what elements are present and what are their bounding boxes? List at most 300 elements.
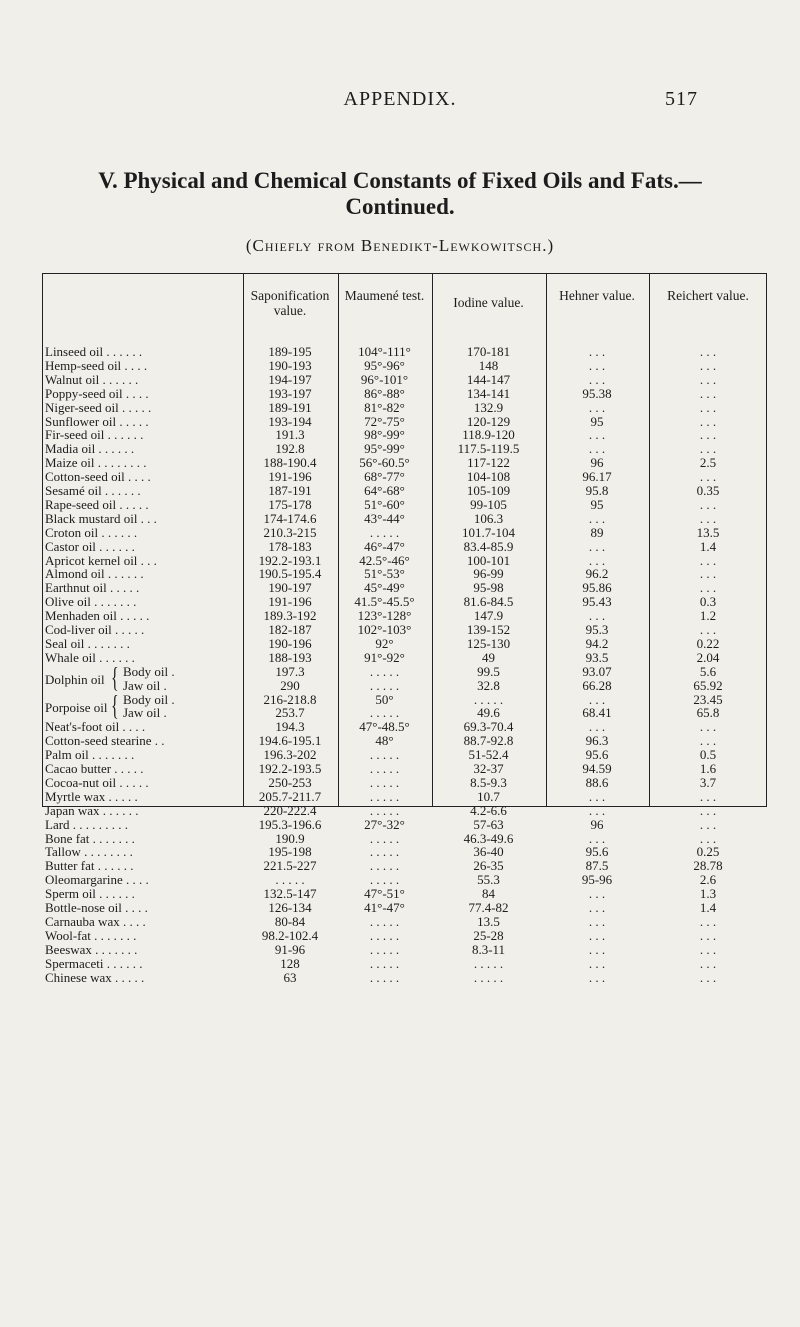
table-row [43,887,767,901]
cell-heh: 95.6 [585,844,609,860]
cell-maum: . . . . . [369,844,400,860]
cell-rei: . . . [699,802,717,818]
row-name: Tallow . . . . . . . . [45,845,133,860]
cell-heh: 95.8 [585,483,609,498]
cell-maum: . . . . . [369,747,400,763]
cell-heh: 88.6 [585,774,609,790]
cell-heh: . . . [588,399,606,415]
table-row [43,401,767,415]
cell-rei: 65.92 [693,677,723,693]
cell-heh: 95.86 [582,580,612,596]
group-name: Dolphin oil [45,671,105,687]
cell-rei: 1.4 [699,900,717,915]
cell-heh: . . . [588,927,606,943]
cell-maum: 123°-128° [357,608,412,624]
cell-rei: 0.35 [696,483,720,498]
cell-rei: . . . [699,357,717,373]
cell-iod: 55.3 [477,872,500,888]
cell-sap: 191-196 [268,594,312,610]
group-sub-label: Jaw oil . [123,705,167,721]
row-name: Sesamé oil . . . . . . [45,484,141,498]
cell-sap: 188-193 [268,649,312,665]
cell-maum: 46°-47° [364,538,405,554]
cell-sap: 189-195 [268,344,312,359]
cell-iod: 139-152 [466,622,511,637]
cell-iod: 36-40 [473,844,504,860]
cell-heh: 93.5 [585,649,609,665]
brace-icon: { [111,661,119,694]
page-number: 517 [665,88,698,110]
cell-heh: . . . [588,719,606,735]
cell-sap: 193-194 [268,413,312,429]
cell-sap: 191-196 [268,469,312,485]
header-saponification: Saponification value. [250,288,330,318]
cell-heh: . . . [588,608,606,624]
table-row [43,359,767,373]
table-row [43,415,767,429]
table-row [43,748,767,762]
row-name: Palm oil . . . . . . . [45,748,135,763]
row-name: Cod-liver oil . . . . . [45,623,145,637]
cell-heh: 96 [590,816,604,832]
cell-sap: 197.3 [275,663,305,679]
cell-maum: . . . . . [369,913,400,929]
table-row [43,498,767,512]
row-name: Cacao butter . . . . . [45,762,144,776]
cell-sap: 191.3 [275,427,305,443]
cell-heh: 94.2 [585,635,609,651]
cell-heh: . . . [588,371,606,387]
cell-rei: 1.2 [699,608,717,624]
row-name: Whale oil . . . . . . [45,650,135,665]
cell-iod: 148 [478,357,499,373]
table-row [43,915,767,929]
cell-maum: . . . . . [369,774,400,790]
cell-rei: . . . [699,733,717,749]
cell-sap: 195-198 [268,844,312,860]
cell-heh: 68.41 [582,705,612,721]
cell-iod: 120-129 [466,413,511,429]
cell-maum: 102°-103° [357,622,412,637]
table-title: V. Physical and Chemical Constants of Fixed Oils and Fats.— Continued. [98,168,702,219]
cell-sap: 190-196 [268,635,312,651]
cell-rei: 1.3 [699,886,717,902]
table-row [43,693,767,707]
row-name: Walnut oil . . . . . . [45,372,139,387]
cell-iod: 101.7-104 [461,524,516,540]
table-row [43,651,767,665]
cell-maum: . . . . . [369,524,400,540]
cell-sap: 128 [280,955,300,971]
cell-maum: 96°-101° [360,371,409,387]
cell-heh: 95 [590,413,604,429]
cell-heh: 96.2 [585,566,609,582]
table-row [43,567,767,581]
cell-maum: 104°-111° [358,344,411,359]
cell-iod: 10.7 [477,788,500,804]
cell-sap: 132.5-147 [263,886,317,902]
cell-sap: 221.5-227 [263,858,317,874]
cell-heh: 95.6 [585,747,609,763]
cell-sap: 193-197 [268,385,312,401]
cell-maum: 95°-96° [364,357,405,373]
cell-rei: 3.7 [699,774,717,790]
row-name: Almond oil . . . . . . [45,567,144,582]
cell-sap: 188-190.4 [263,455,317,471]
cell-iod: 77.4-82 [468,900,509,915]
table-row [43,554,767,568]
cell-maum: 47°-51° [364,886,405,902]
table-source-note: (Chiefly from Benedikt-Lewkowitsch.) [245,236,555,255]
cell-heh: . . . [588,441,606,457]
cell-heh: . . . [588,552,606,568]
group-name: Porpoise oil [45,699,108,715]
cell-rei: . . . [699,719,717,735]
cell-rei: . . . [699,399,717,415]
cell-heh: 95 [590,496,604,512]
row-name: Croton oil . . . . . . [45,525,138,540]
cell-maum: 86°-88° [364,385,405,401]
cell-heh: . . . [588,941,606,957]
cell-maum: . . . . . [369,677,400,693]
group-sub-label: Body oil . [123,691,175,707]
cell-rei: . . . [699,788,717,804]
cell-maum: . . . . . [369,858,400,874]
table-row [43,873,767,887]
row-name: Madia oil . . . . . . [45,442,135,457]
cell-heh: 87.5 [585,858,609,874]
cell-iod: 8.5-9.3 [470,774,507,790]
cell-heh: 93.07 [582,663,612,679]
cell-iod: 117.5-119.5 [457,441,520,457]
cell-heh: 95.38 [582,385,612,401]
cell-rei: 2.6 [699,872,717,888]
row-name: Poppy-seed oil . . . . [45,386,149,401]
cell-iod: 26-35 [473,858,504,874]
table-row [43,345,767,359]
row-name: Neat's-foot oil . . . . [45,720,146,735]
cell-rei: 65.8 [696,705,720,721]
table-row [43,818,767,832]
row-name: Lard . . . . . . . . . [45,817,129,832]
cell-maum: . . . . . [369,927,400,943]
cell-iod: 88.7-92.8 [463,733,514,749]
header-iodine: Iodine value. [453,295,524,310]
cell-heh: 96.17 [582,469,612,485]
cell-heh: 89 [590,524,604,540]
cell-iod: 144-147 [466,371,511,387]
row-name: Fir-seed oil . . . . . . [45,428,144,443]
cell-heh: . . . [588,969,606,985]
cell-iod: 57-63 [473,816,504,832]
row-name: Cotton-seed stearine . . [45,734,165,749]
cell-sap: 178-183 [268,538,312,554]
cell-iod: 125-130 [466,635,511,651]
cell-iod: 13.5 [477,913,500,929]
header-maumene: Maumené test. [344,288,425,303]
cell-maum: 72°-75° [364,413,405,429]
row-name: Rape-seed oil . . . . . [45,497,149,512]
cell-iod: 69.3-70.4 [463,719,514,735]
cell-rei: . . . [699,385,717,401]
cell-heh: 95.3 [585,622,609,637]
cell-sap: 194.3 [275,719,305,735]
row-name: Cocoa-nut oil . . . . . [45,775,149,790]
cell-rei: 13.5 [696,524,720,540]
cell-sap: 192.2-193.1 [258,552,322,568]
table-row [43,387,767,401]
table-row [43,595,767,609]
row-name: Beeswax . . . . . . . [45,942,138,957]
cell-rei: . . . [699,955,717,971]
cell-rei: . . . [699,413,717,429]
cell-maum: 27°-32° [364,816,405,832]
cell-maum: 48° [375,733,394,749]
cell-iod: 81.6-84.5 [463,594,514,610]
cell-maum: . . . . . [369,705,400,721]
row-name: Butter fat . . . . . . [45,859,134,874]
cell-heh: . . . [588,788,606,804]
cell-iod: 99.5 [477,663,500,679]
cell-sap: 63 [283,969,297,985]
row-name: Earthnut oil . . . . . [45,581,140,596]
cell-heh: . . . [588,510,606,526]
row-name: Sunflower oil . . . . . [45,414,149,429]
row-name: Castor oil . . . . . . [45,539,135,554]
cell-heh: 94.59 [582,761,612,776]
brace-icon: { [111,689,119,722]
cell-maum: . . . . . [369,663,400,679]
table-row [43,484,767,498]
cell-rei: . . . [699,927,717,943]
cell-maum: 64°-68° [364,483,405,498]
row-name: Japan wax . . . . . . [45,803,139,818]
cell-maum: 68°-77° [364,469,405,485]
row-name: Linseed oil . . . . . . [45,345,143,359]
row-name: Spermaceti . . . . . . [45,956,143,971]
table-row [43,832,767,846]
cell-heh: . . . [588,830,606,846]
cell-rei: . . . [699,344,717,359]
cell-rei: 5.6 [699,663,717,679]
header-hehner: Hehner value. [559,288,635,303]
header-reichert: Reichert value. [667,288,749,303]
cell-iod: 95-98 [473,580,504,596]
cell-iod: 32-37 [473,761,504,776]
cell-sap: 195.3-196.6 [258,816,322,832]
row-name: Oleomargarine . . . . [45,873,149,888]
cell-sap: 190.5-195.4 [258,566,322,582]
table-row [43,442,767,456]
table-row [43,665,767,679]
cell-rei: . . . [699,622,717,637]
cell-sap: 220-222.4 [263,802,317,818]
cell-sap: 190-197 [268,580,312,596]
cell-sap: 210.3-215 [263,524,317,540]
cell-sap: 189.3-192 [263,608,317,624]
cell-heh: . . . [588,538,606,554]
cell-maum: 95°-99° [364,441,405,457]
table-row [43,804,767,818]
cell-maum: 51°-53° [364,566,405,582]
table-row [43,790,767,804]
cell-heh: . . . [588,913,606,929]
cell-rei: . . . [699,427,717,443]
cell-iod: 170-181 [466,344,511,359]
cell-sap: 190-193 [268,357,312,373]
table-row [43,609,767,623]
cell-heh: . . . [588,357,606,373]
cell-rei: . . . [699,510,717,526]
cell-maum: . . . . . [369,802,400,818]
cell-sap: 126-134 [268,900,312,915]
row-name: Menhaden oil . . . . . [45,609,150,624]
cell-sap: 216-218.8 [263,691,317,707]
cell-rei: 1.4 [699,538,717,554]
cell-rei: 2.04 [696,649,720,665]
row-name: Seal oil . . . . . . . [45,636,130,651]
cell-iod: . . . . . [473,955,504,971]
cell-maum: 81°-82° [364,399,405,415]
row-name: Chinese wax . . . . . [45,970,145,985]
cell-sap: 250-253 [268,774,312,790]
table-row [43,679,767,693]
table-row [43,929,767,943]
cell-maum: 41.5°-45.5° [354,594,415,610]
cell-sap: 174-174.6 [263,510,317,526]
table-row [43,470,767,484]
cell-sap: 253.7 [275,705,305,721]
cell-sap: 194-197 [268,371,312,387]
cell-maum: . . . . . [369,969,400,985]
table-row [43,720,767,734]
cell-rei: 0.22 [696,635,720,651]
cell-sap: 194.6-195.1 [258,733,322,749]
cell-maum: 45°-49° [364,580,405,596]
row-name: Niger-seed oil . . . . . [45,400,152,415]
cell-rei: . . . [699,469,717,485]
cell-rei: 2.5 [699,455,717,471]
table-row [43,637,767,651]
cell-rei: . . . [699,552,717,568]
cell-sap: 98.2-102.4 [261,927,319,943]
cell-maum: 43°-44° [364,510,405,526]
cell-heh: 95-96 [581,872,613,888]
cell-sap: 189-191 [268,399,312,415]
table-row [43,734,767,748]
cell-iod: 96-99 [473,566,504,582]
cell-iod: 117-122 [467,455,510,471]
cell-iod: 4.2-6.6 [470,802,507,818]
cell-rei: . . . [699,913,717,929]
cell-rei: . . . [699,580,717,596]
cell-iod: 118.9-120 [462,427,515,443]
cell-heh: 96.3 [585,733,609,749]
table-row [43,623,767,637]
cell-iod: . . . . . [473,691,504,707]
table-row [43,776,767,790]
group-sub-label: Body oil . [123,663,175,679]
cell-heh: . . . [588,427,606,443]
cell-iod: 134-141 [466,385,511,401]
cell-rei: 0.3 [699,594,717,610]
cell-maum: 42.5°-46° [359,552,410,568]
cell-iod: 104-108 [466,469,511,485]
table-row [43,845,767,859]
cell-maum: . . . . . [369,872,400,888]
cell-heh: . . . [588,691,606,707]
cell-heh: . . . [588,955,606,971]
row-name: Wool-fat . . . . . . . [45,928,137,943]
cell-sap: 91-96 [274,941,306,957]
cell-iod: 132.9 [473,399,504,415]
cell-rei: 23.45 [693,691,723,707]
cell-rei: . . . [699,941,717,957]
cell-heh: . . . [588,900,606,915]
running-head [0,88,800,112]
row-name: Bone fat . . . . . . . [45,831,135,846]
row-name: Sperm oil . . . . . . [45,887,135,902]
row-name: Maize oil . . . . . . . . [45,456,147,471]
cell-rei: 0.5 [699,747,717,763]
row-name: Black mustard oil . . . [45,511,157,526]
cell-sap: 190.9 [275,830,305,846]
row-name: Cotton-seed oil . . . . [45,470,151,485]
row-name: Myrtle wax . . . . . [45,789,138,804]
table-row [43,971,767,985]
cell-maum: 92° [375,635,394,651]
cell-rei: . . . [699,816,717,832]
cell-rei: . . . [699,441,717,457]
cell-iod: 84 [482,886,495,902]
table-row [43,901,767,915]
cell-maum: 50° [375,691,394,707]
cell-heh: . . . [588,344,606,359]
table-row [43,373,767,387]
cell-heh: 66.28 [582,677,612,693]
cell-iod: 106.3 [473,510,504,526]
table-row [43,706,767,720]
row-name: Olive oil . . . . . . . [45,595,137,610]
table-row [43,540,767,554]
row-name: Bottle-nose oil . . . . [45,901,148,915]
cell-sap: 290 [280,677,300,693]
cell-heh: 95.43 [582,594,612,610]
cell-maum: 47°-48.5° [359,719,410,735]
cell-iod: 49.6 [477,705,500,721]
cell-rei: 28.78 [693,858,723,874]
table-row [43,456,767,470]
cell-rei: . . . [699,371,717,387]
cell-rei: 0.25 [696,844,720,860]
cell-iod: 99-105 [470,496,507,512]
cell-sap: 80-84 [274,913,306,929]
cell-iod: 8.3-11 [471,941,506,957]
cell-iod: 100-101 [466,552,511,568]
cell-sap: 192.8 [275,441,305,457]
table-row [43,957,767,971]
cell-sap: 182-187 [268,622,312,637]
row-name: Carnauba wax . . . . [45,914,146,929]
row-name: Apricot kernel oil . . . [45,553,157,568]
table-row [43,428,767,442]
table-row [43,943,767,957]
cell-rei: . . . [699,566,717,582]
cell-heh: . . . [588,802,606,818]
cell-maum: 51°-60° [364,496,405,512]
cell-heh: 96 [590,455,604,471]
cell-iod: 147.9 [473,608,504,624]
